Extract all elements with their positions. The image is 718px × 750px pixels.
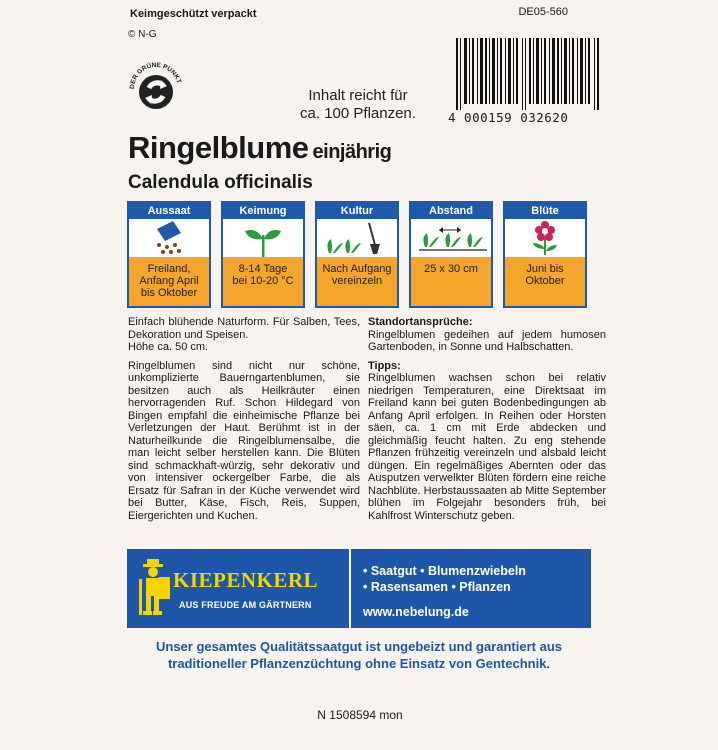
product-name: Ringelblume [128,130,309,165]
card-line: Freiland, [147,263,191,275]
brand-banner [127,549,591,628]
card-line: 8-14 Tage [238,263,288,275]
card-line: bei 10-20 °C [232,275,294,287]
info-cards [127,201,589,308]
green-dot-text: DER GRÜNE PUNKT [128,61,183,90]
latin-name: Calendula officinalis [128,172,313,193]
card-title: Blüte [505,203,585,219]
card-line: Anfang April [139,275,199,287]
quality-statement [128,638,590,672]
brand-url[interactable]: www.nebelung.de [363,605,469,619]
barcode [448,38,608,138]
card-title: Kultur [317,203,397,219]
growing-info [368,316,606,528]
brand-products [363,563,526,595]
barcode-bars [448,38,608,110]
quality-line-1: Unser gesamtes Qualitätssaatgut ist ungebeizt und garantiert aus [156,639,562,654]
card-abstand [409,201,493,308]
brand-logo [127,549,349,628]
content-note-line-1: Inhalt reicht für [308,87,408,104]
products-line-2: • Rasensamen • Pflanzen [363,580,511,594]
farmer-mascot-icon [137,557,175,619]
description-height: Höhe ca. 50 cm. [128,341,209,353]
description-intro: Einfach blühende Naturform. Für Salben, Tees, Dekoration und Speisen. [128,316,360,341]
product-title [128,130,391,166]
divider [349,549,351,628]
card-line: Oktober [525,275,565,287]
card-line: bis Oktober [140,287,198,299]
seedling-icon [223,219,303,257]
quality-line-2: traditioneller Pflanzenzüchtung ohne Einsatz von Gentechnik. [167,656,551,671]
article-code: DE05-560 [518,6,568,18]
brand-slogan: AUS FREUDE AM GÄRTNERN [179,600,312,610]
card-line: vereinzeln [331,275,383,287]
card-line: Juni bis [526,263,564,275]
card-keimung [221,201,305,308]
tips-text: Ringelblumen wachsen schon bei relativ niedrigen Temperaturen, eine Direktsaat im Freiland kann bei guten Bodenbedingungen ab Anfang April erfolgen. In Reihen oder Horsten säen, ca. 1 cm mit Erde abdecken und gleichmäßig feucht halten. Zu eng stehende Pflanzen frühzeitig vereinzeln und alsbald leicht düngen. Ein regelmäßiges Abernten oder das Ausputzen verwelkter Blüten fördern eine reiche Nachblüte. Herbstaussaaten ab Mitte September blühen im Folgejahr besonders früh, bei Kahlfrost Winterschutz geben. [368,372,606,522]
flower-icon [505,219,585,257]
seed-packet-icon [129,219,209,257]
card-kultur [315,201,399,308]
copyright: © N-G [128,29,157,40]
green-dot-icon [125,58,187,120]
brand-name: KIEPENKERL [173,568,319,592]
products-line-1: • Saatgut • Blumenzwiebeln [363,564,526,578]
card-title: Keimung [223,203,303,219]
tips-heading: Tipps: [368,359,401,372]
footer-code: N 1508594 mon [317,708,403,722]
location-text: Ringelblumen gedeihen auf jedem humosen Gartenboden, in Sonne und Halbschatten. [368,328,606,353]
card-title: Abstand [411,203,491,219]
spacing-icon [411,219,491,257]
product-type: einjährig [312,141,392,163]
card-line: 25 x 30 cm [424,263,478,275]
card-bluete [503,201,587,308]
shovel-plants-icon [317,219,397,257]
description-body: Ringelblumen sind nicht nur schöne, unkomplizierte Bauerngartenblumen, sie besitzen auch als Heilkräuter einen hervorragenden Ruf. Schon Hildegard von Bingen empfahl die einheimische Pflanze bei Verletzungen der Haut. Berühmt ist in der Naturheilkunde die Ringelblumensalbe, die man leicht selber herstellen kann. Die Blüten sind schmackhaft-würzig, sehr dekorativ und von intensiver ockergelber Farbe, die als Ersatz für Safran in der Küche verwendet wird bei Butter, Käse, Fisch, Reis, Suppen, Eiergerichten und Kuchen. [128,359,360,522]
location-heading: Standortansprüche: [368,316,473,328]
packaging-note: Keimgeschützt verpackt [130,8,257,20]
content-note [288,87,428,123]
barcode-number: 4 000159 032620 [448,110,569,125]
card-title: Aussaat [129,203,209,219]
description [128,316,360,528]
content-note-line-2: ca. 100 Pflanzen. [300,105,416,122]
card-line: Nach Aufgang [322,263,392,275]
card-aussaat [127,201,211,308]
